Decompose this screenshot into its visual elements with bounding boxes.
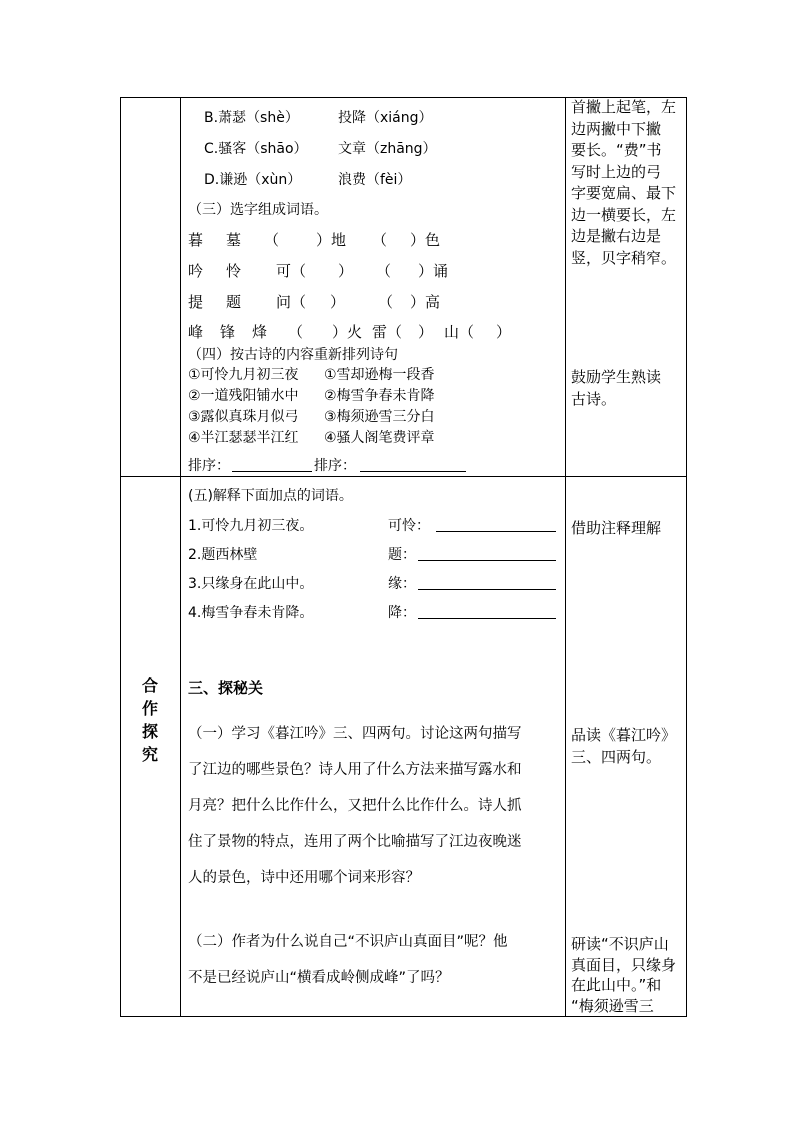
column-divider-1 (180, 97, 181, 1017)
note-annotations: 借助注释理解 (571, 519, 662, 537)
explain-blank-4[interactable] (418, 618, 556, 619)
part5-title: (五)解释下面加点的词语。 (188, 488, 353, 504)
order-blank-1[interactable] (232, 471, 312, 472)
explain-term-3: 缘： (388, 576, 416, 592)
section-label-cooperative-inquiry: 合 作 探 究 (142, 676, 159, 764)
explain-blank-3[interactable] (418, 589, 556, 590)
order-label-2: 排序： (314, 458, 356, 474)
explore-title: 三、探秘关 (188, 679, 264, 697)
note-study-lines: 研读“不识庐山 真面目，只缘身 在此山中。”和 “梅须逊雪三 (571, 935, 677, 1015)
note-read-mujiangyin: 品读《暮江吟》 三、四两句。 (571, 726, 677, 766)
explain-blank-2[interactable] (418, 560, 556, 561)
column-divider-2 (565, 97, 566, 1017)
part3-title: （三）选字组成词语。 (188, 202, 328, 218)
part4-title: （四）按古诗的内容重新排列诗句 (188, 347, 398, 363)
poem-line-left-1: ①可怜九月初三夜 (188, 367, 299, 383)
poem-line-left-4: ④半江瑟瑟半江红 (188, 430, 299, 446)
pinyin-option-b-2: 投降（xiáng） (338, 110, 433, 126)
explain-sentence-1: 1.可怜九月初三夜。 (188, 518, 314, 534)
table-right-border (686, 97, 687, 1017)
poem-line-right-4: ④骚人阁笔费评章 (324, 430, 435, 446)
pinyin-option-c-2: 文章（zhāng） (338, 141, 437, 157)
order-blank-2[interactable] (360, 471, 466, 472)
note-writing-tips: 首撇上起笔，左 边两撇中下撇 要长。“费”书 写时上边的弓 字要宽扁、最下 边一横要长，左 边是撇右边是 竖，贝字稍窄。 (571, 98, 677, 267)
question-2: （二）作者为什么说自己“不识庐山真面目”呢？他 不是已经说庐山“横看成岭侧成峰”了吗？ (188, 934, 508, 986)
explain-term-1: 可怜： (388, 518, 430, 534)
explain-blank-1[interactable] (436, 531, 556, 532)
poem-line-left-2: ②一道残阳铺水中 (188, 388, 299, 404)
poem-line-left-3: ③露似真珠月似弓 (188, 409, 299, 425)
table-left-border (120, 97, 121, 1017)
pinyin-option-d-2: 浪费（fèi） (338, 172, 412, 188)
pinyin-option-b: B.萧瑟（shè） (204, 110, 299, 126)
poem-line-right-2: ②梅雪争春未肯降 (324, 388, 435, 404)
pinyin-option-c: C.骚客（shāo） (204, 141, 308, 157)
explain-sentence-3: 3.只缘身在此山中。 (188, 576, 314, 592)
explain-term-4: 降： (388, 605, 416, 621)
poem-line-right-3: ③梅须逊雪三分白 (324, 409, 435, 425)
question-1: （一）学习《暮江吟》三、四两句。讨论这两句描写 了江边的哪些景色？诗人用了什么方法来描写露水和 月亮？把什么比作什么，又把什么比作什么。诗人抓 住了景物的特点，连用了两个比喻描写了江边夜晚迷 人的景色，诗中还用哪个词来形容？ (188, 726, 522, 886)
row-divider (120, 476, 687, 477)
explain-sentence-2: 2.题西林壁 (188, 547, 258, 563)
note-read-poem: 鼓励学生熟读 古诗。 (571, 368, 662, 408)
table-bottom-border (120, 1016, 687, 1017)
pinyin-option-d: D.谦逊（xùn） (204, 172, 302, 188)
explain-term-2: 题： (388, 547, 416, 563)
explain-sentence-4: 4.梅雪争春未肯降。 (188, 605, 314, 621)
poem-line-right-1: ①雪却逊梅一段香 (324, 367, 435, 383)
order-label-1: 排序： (188, 458, 230, 474)
